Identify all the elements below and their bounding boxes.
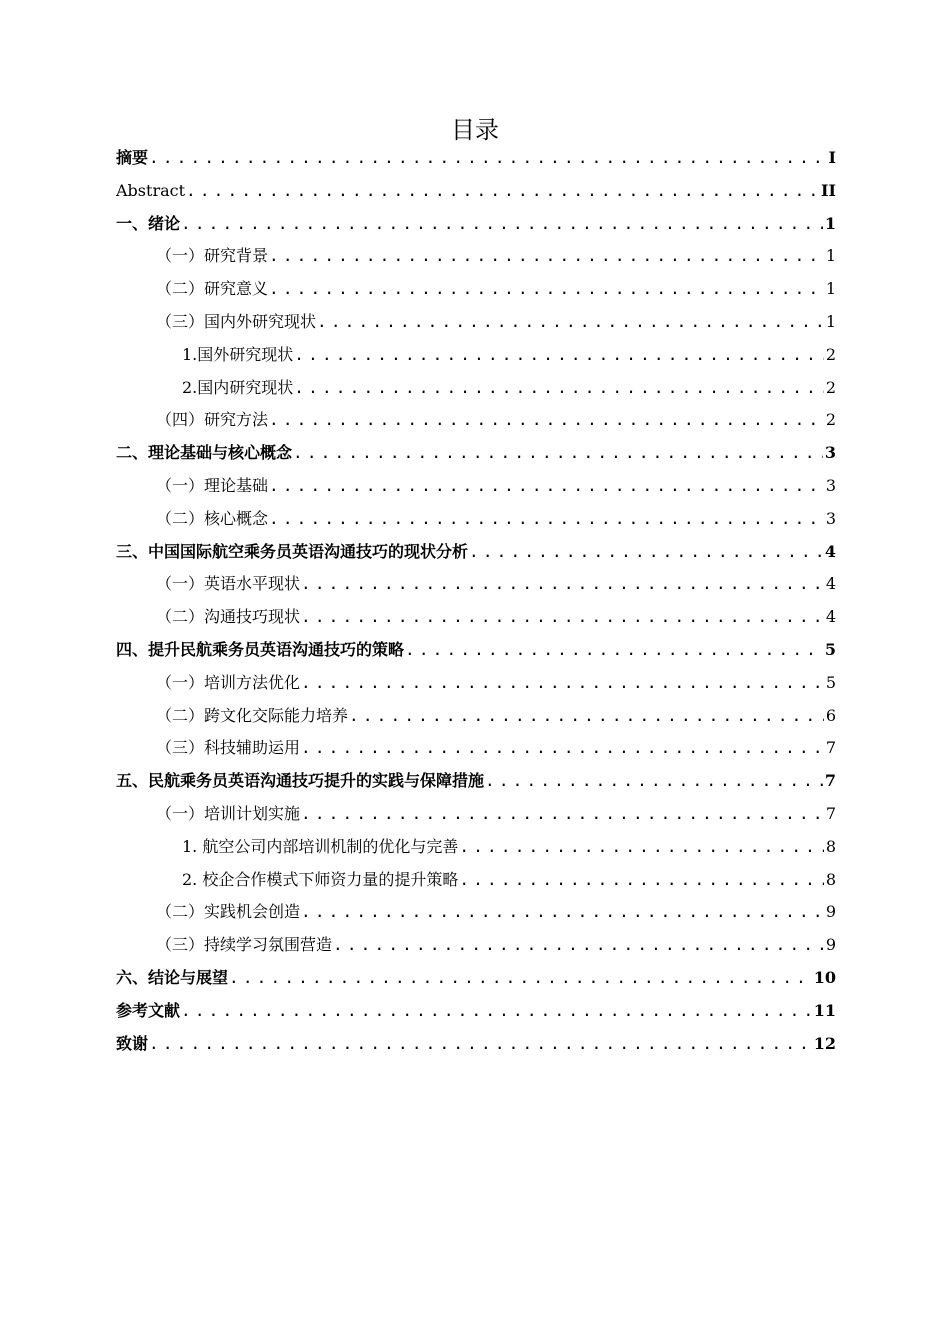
- toc-entry-text: 四、提升民航乘务员英语沟通技巧的策略: [116, 639, 405, 659]
- toc-page-number: 10: [813, 967, 836, 987]
- toc-page-number: II: [821, 180, 836, 200]
- toc-entry-text: 1.国外研究现状: [182, 344, 294, 364]
- toc-page-number: 11: [813, 1000, 836, 1020]
- toc-entry[interactable]: [116, 503, 836, 536]
- toc-entry-text: Abstract: [116, 180, 186, 200]
- toc-entry-text: （一）理论基础: [156, 475, 269, 495]
- toc-entry[interactable]: [116, 142, 836, 175]
- toc-page-number: I: [828, 148, 836, 167]
- toc-entry[interactable]: [116, 1028, 836, 1061]
- toc-dot-leader: [228, 962, 812, 995]
- toc-entry-text: （二）实践机会创造: [156, 902, 301, 922]
- toc-page-number: 12: [813, 1033, 836, 1053]
- toc-entry[interactable]: [116, 339, 836, 372]
- toc-page-number: 3: [825, 508, 836, 528]
- toc-entry-text: （三）持续学习氛围营造: [156, 935, 333, 955]
- toc-dot-leader: [268, 240, 824, 273]
- toc-dot-leader: [300, 798, 824, 831]
- toc-dot-leader: [458, 831, 823, 864]
- toc-entry[interactable]: [116, 634, 836, 667]
- toc-page-number: 9: [825, 902, 836, 922]
- toc-page-number: 2: [825, 410, 836, 430]
- toc-entry-text: 参考文献: [116, 1000, 181, 1020]
- toc-entry[interactable]: [116, 765, 836, 798]
- toc-entry-text: （二）沟通技巧现状: [156, 607, 301, 627]
- toc-page-number: 4: [825, 607, 836, 627]
- toc-page-number: 6: [825, 705, 836, 725]
- toc-entry-text: （一）培训方法优化: [156, 672, 301, 692]
- toc-entry[interactable]: [116, 667, 836, 700]
- toc-dot-leader: [293, 372, 824, 405]
- toc-dot-leader: [268, 273, 824, 306]
- toc-entry[interactable]: [116, 470, 836, 503]
- toc-page-number: 3: [825, 475, 836, 495]
- toc-entry-text: 1. 航空公司内部培训机制的优化与完善: [182, 836, 459, 856]
- toc-dot-leader: [300, 896, 824, 929]
- table-of-contents: [116, 142, 836, 1060]
- toc-entry-text: （三）国内外研究现状: [156, 311, 317, 331]
- toc-page-number: 5: [824, 639, 836, 659]
- toc-dot-leader: [348, 700, 824, 733]
- toc-dot-leader: [332, 929, 824, 962]
- toc-entry[interactable]: [116, 175, 836, 208]
- toc-entry[interactable]: [116, 732, 836, 765]
- toc-dot-leader: [180, 208, 823, 241]
- toc-entry[interactable]: [116, 962, 836, 995]
- toc-dot-leader: [300, 601, 824, 634]
- toc-page-number: 2: [825, 344, 836, 364]
- toc-dot-leader: [300, 568, 824, 601]
- toc-page-number: 9: [825, 935, 836, 955]
- toc-dot-leader: [458, 864, 823, 897]
- toc-page-number: 1: [825, 246, 836, 266]
- toc-entry[interactable]: [116, 273, 836, 306]
- toc-entry-text: 摘要: [116, 148, 149, 167]
- toc-entry-text: （一）英语水平现状: [156, 574, 301, 594]
- toc-entry-text: （一）培训计划实施: [156, 803, 301, 823]
- toc-entry-text: （二）研究意义: [156, 279, 269, 299]
- toc-dot-leader: [404, 634, 823, 667]
- toc-dot-leader: [148, 1028, 812, 1061]
- toc-entry-text: 2.国内研究现状: [182, 377, 294, 397]
- toc-page-number: 7: [824, 771, 836, 791]
- toc-page-number: 7: [825, 803, 836, 823]
- toc-entry[interactable]: [116, 536, 836, 569]
- toc-dot-leader: [468, 536, 823, 569]
- toc-title: 目录: [451, 116, 499, 144]
- toc-entry-text: 一、绪论: [116, 213, 181, 233]
- toc-dot-leader: [180, 995, 812, 1028]
- toc-dot-leader: [293, 339, 824, 372]
- toc-entry-text: （二）跨文化交际能力培养: [156, 705, 349, 725]
- toc-entry-text: （二）核心概念: [156, 508, 269, 528]
- toc-page-number: 3: [824, 443, 836, 463]
- toc-entry-text: （三）科技辅助运用: [156, 738, 301, 758]
- toc-entry[interactable]: [116, 831, 836, 864]
- toc-entry-text: （四）研究方法: [156, 410, 269, 430]
- toc-page-number: 1: [825, 279, 836, 299]
- toc-page-number: 4: [825, 574, 836, 594]
- toc-entry[interactable]: [116, 995, 836, 1028]
- toc-dot-leader: [316, 306, 824, 339]
- toc-entry-text: 五、民航乘务员英语沟通技巧提升的实践与保障措施: [116, 771, 485, 791]
- toc-entry-text: （一）研究背景: [156, 246, 269, 266]
- toc-dot-leader: [292, 437, 823, 470]
- toc-page-number: 5: [825, 672, 836, 692]
- toc-dot-leader: [268, 404, 824, 437]
- toc-dot-leader: [268, 503, 824, 536]
- toc-entry[interactable]: [116, 372, 836, 405]
- toc-page-number: 7: [825, 738, 836, 758]
- toc-page-number: 1: [824, 213, 836, 233]
- toc-entry-text: 二、理论基础与核心概念: [116, 443, 293, 463]
- toc-entry[interactable]: [116, 240, 836, 273]
- toc-page-number: 4: [824, 541, 836, 561]
- toc-entry[interactable]: [116, 700, 836, 733]
- toc-dot-leader: [185, 175, 819, 208]
- toc-entry[interactable]: [116, 864, 836, 897]
- toc-dot-leader: [268, 470, 824, 503]
- toc-entry[interactable]: [116, 798, 836, 831]
- toc-entry[interactable]: [116, 306, 836, 339]
- toc-page-number: 8: [825, 869, 836, 889]
- toc-entry-text: 六、结论与展望: [116, 967, 229, 987]
- toc-dot-leader: [300, 667, 824, 700]
- toc-entry[interactable]: [116, 404, 836, 437]
- toc-page-number: 2: [825, 377, 836, 397]
- toc-entry[interactable]: [116, 601, 836, 634]
- toc-entry-text: 2. 校企合作模式下师资力量的提升策略: [182, 869, 459, 889]
- toc-entry-text: 致谢: [116, 1033, 149, 1053]
- toc-entry[interactable]: [116, 437, 836, 470]
- toc-dot-leader: [148, 142, 827, 175]
- toc-entry[interactable]: [116, 568, 836, 601]
- toc-entry[interactable]: [116, 208, 836, 241]
- toc-entry-text: 三、中国国际航空乘务员英语沟通技巧的现状分析: [116, 541, 469, 561]
- toc-page-number: 8: [825, 836, 836, 856]
- toc-page-number: 1: [825, 311, 836, 331]
- toc-entry[interactable]: [116, 896, 836, 929]
- toc-entry[interactable]: [116, 929, 836, 962]
- toc-dot-leader: [484, 765, 823, 798]
- toc-dot-leader: [300, 732, 824, 765]
